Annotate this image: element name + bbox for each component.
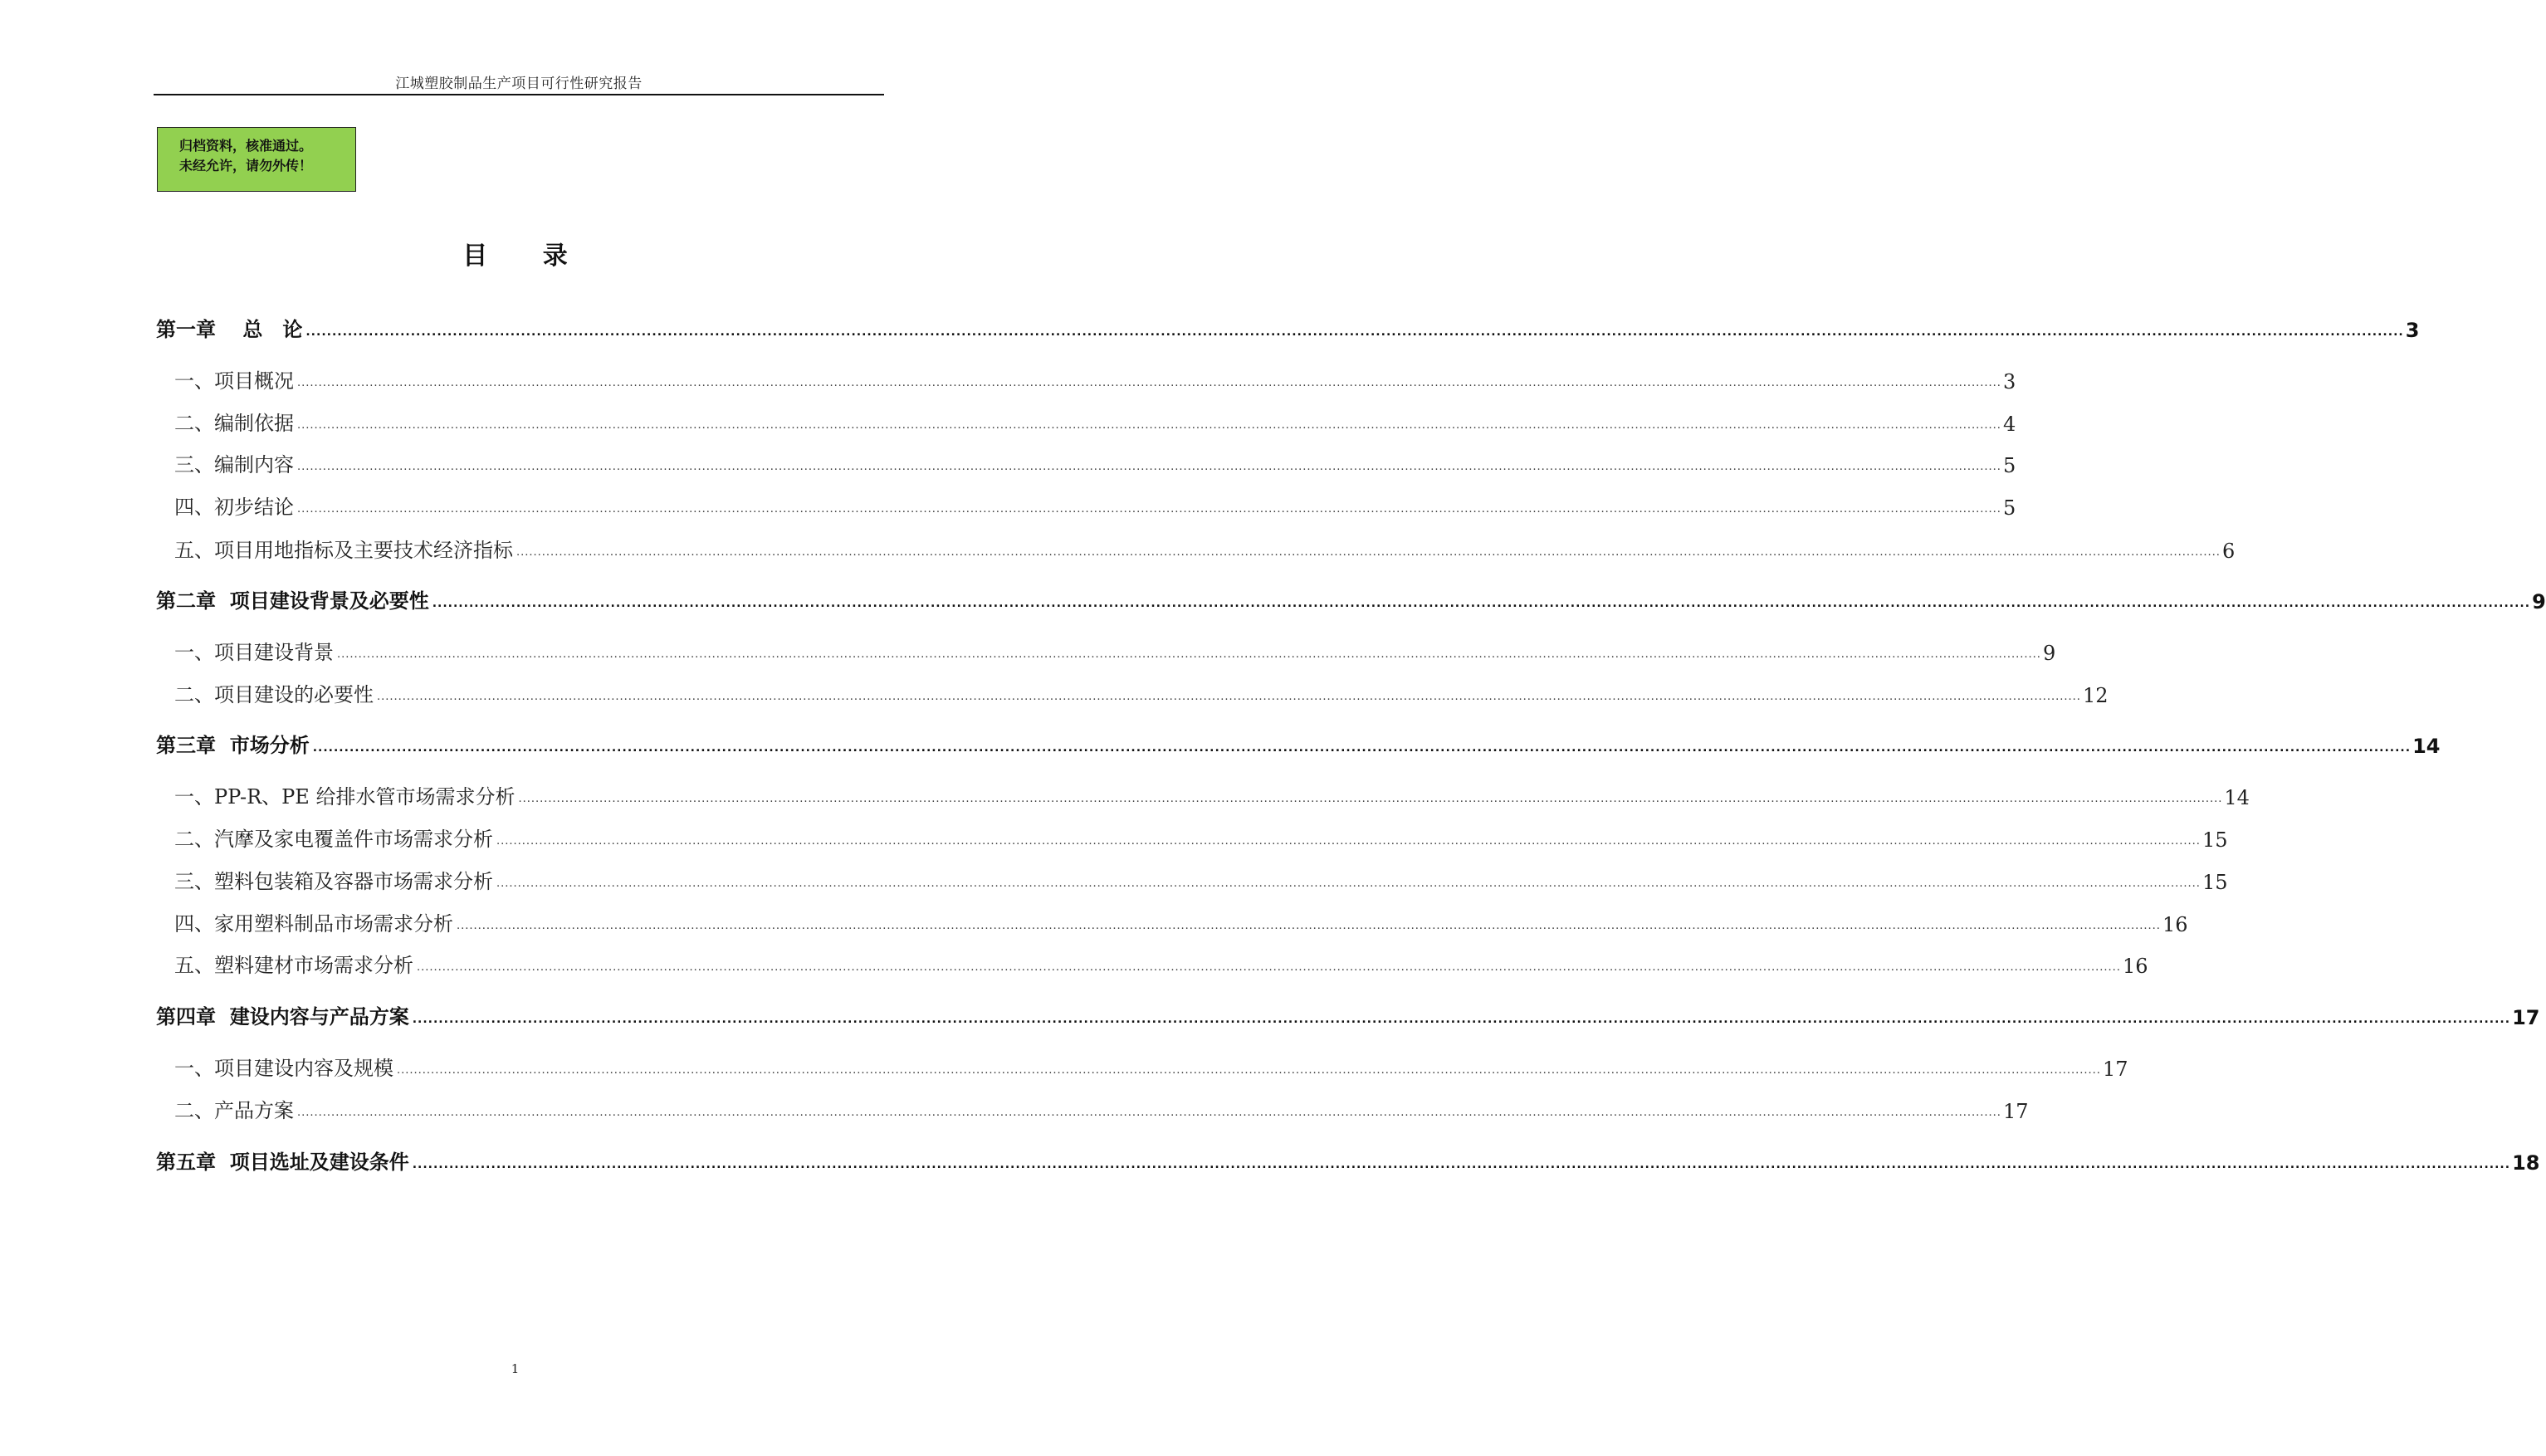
toc-entry[interactable] xyxy=(156,1095,2029,1123)
dot-leader: ................................................................................................................................................................................................................................................................................................................................................................................................................ xyxy=(297,1107,2001,1119)
toc-entry-label: 第四章 建设内容与产品方案 xyxy=(156,1005,409,1028)
toc-entry-page: 12 xyxy=(2082,684,2109,707)
dot-leader: ................................................................................................................................................................................................................................................................................................................................................................................................................ xyxy=(397,1064,2101,1077)
dot-leader: ................................................................................................................................................................................................................................................................................................................................................................................................................ xyxy=(297,461,2001,473)
toc-entry-page: 14 xyxy=(2224,786,2250,809)
toc-entry[interactable] xyxy=(156,1053,2128,1081)
dot-leader: ................................................................................................................................................................................................................................................................................................................................................................................................................ xyxy=(337,648,2041,661)
toc-entry[interactable] xyxy=(156,1001,2540,1029)
toc-entry[interactable] xyxy=(156,823,2228,852)
dot-leader: ................................................................................................................................................................................................................................................................................................................................................................................................................ xyxy=(305,325,2404,339)
toc-entry[interactable] xyxy=(156,314,2420,342)
dot-leader: ................................................................................................................................................................................................................................................................................................................................................................................................................ xyxy=(457,920,2161,932)
toc-entry-label: 一、项目建设背景 xyxy=(174,641,334,664)
toc-entry[interactable] xyxy=(156,449,2016,477)
toc-entry[interactable] xyxy=(156,730,2441,758)
dot-leader: ................................................................................................................................................................................................................................................................................................................................................................................................................ xyxy=(297,419,2001,432)
toc-title: 目 录 xyxy=(462,242,591,271)
toc-entry-page: 16 xyxy=(2122,955,2148,978)
dot-leader: ................................................................................................................................................................................................................................................................................................................................................................................................................ xyxy=(518,793,2223,805)
toc-entry-page: 6 xyxy=(2221,540,2236,563)
toc-entry[interactable] xyxy=(156,679,2109,707)
toc-entry-page: 4 xyxy=(2002,413,2016,436)
dot-leader: ................................................................................................................................................................................................................................................................................................................................................................................................................ xyxy=(377,691,2081,703)
toc-entry-page: 15 xyxy=(2201,828,2228,852)
toc-entry-page: 17 xyxy=(2102,1058,2128,1081)
toc-entry-label: 五、塑料建材市场需求分析 xyxy=(174,954,413,977)
dot-leader: ................................................................................................................................................................................................................................................................................................................................................................................................................ xyxy=(417,961,2121,974)
toc-entry-label: 二、产品方案 xyxy=(174,1099,294,1122)
dot-leader: ................................................................................................................................................................................................................................................................................................................................................................................................................ xyxy=(516,546,2221,559)
toc-entry-page: 18 xyxy=(2512,1151,2540,1175)
toc-entry[interactable] xyxy=(156,637,2056,665)
dot-leader: ................................................................................................................................................................................................................................................................................................................................................................................................................ xyxy=(297,377,2001,389)
dot-leader: ................................................................................................................................................................................................................................................................................................................................................................................................................ xyxy=(412,1158,2511,1171)
dot-leader: ................................................................................................................................................................................................................................................................................................................................................................................................................ xyxy=(432,597,2531,610)
running-header: 江城塑胶制品生产项目可行性研究报告 xyxy=(395,76,643,92)
toc-entry-page: 17 xyxy=(2512,1006,2540,1029)
toc-entry-label: 二、汽摩及家电覆盖件市场需求分析 xyxy=(174,828,493,851)
dot-leader: ................................................................................................................................................................................................................................................................................................................................................................................................................ xyxy=(496,835,2201,848)
toc-entry-label: 第一章 总 论 xyxy=(156,318,303,341)
archive-stamp xyxy=(157,127,356,192)
toc-entry-label: 一、项目建设内容及规模 xyxy=(174,1057,393,1080)
toc-entry[interactable] xyxy=(156,781,2250,809)
toc-entry-page: 5 xyxy=(2002,454,2016,477)
toc-entry[interactable] xyxy=(156,908,2188,936)
toc-entry[interactable] xyxy=(156,491,2016,520)
toc-entry-page: 15 xyxy=(2201,871,2228,894)
toc-entry-page: 14 xyxy=(2412,735,2441,758)
toc-entry-label: 四、家用塑料制品市场需求分析 xyxy=(174,912,453,936)
toc-entry-label: 三、塑料包装箱及容器市场需求分析 xyxy=(174,870,493,893)
dot-leader: ................................................................................................................................................................................................................................................................................................................................................................................................................ xyxy=(297,503,2001,515)
toc-entry-page: 17 xyxy=(2002,1100,2029,1123)
toc-entry[interactable] xyxy=(156,585,2546,613)
toc-entry-label: 第三章 市场分析 xyxy=(156,734,310,757)
toc-entry-label: 二、项目建设的必要性 xyxy=(174,683,374,706)
toc-entry-label: 一、项目概况 xyxy=(174,369,294,393)
stamp-line-2: 未经允许，请勿外传！ xyxy=(179,158,313,173)
toc-entry-label: 三、编制内容 xyxy=(174,453,294,476)
toc-entry-label: 一、PP-R、PE 给排水管市场需求分析 xyxy=(174,785,516,809)
toc-entry-label: 第二章 项目建设背景及必要性 xyxy=(156,589,429,613)
toc-entry[interactable] xyxy=(156,1146,2540,1175)
toc-entry-page: 5 xyxy=(2002,496,2016,520)
toc-entry[interactable] xyxy=(156,535,2236,563)
toc-entry[interactable] xyxy=(156,866,2228,894)
toc-entry-page: 3 xyxy=(2405,319,2420,342)
toc-entry-page: 9 xyxy=(2532,590,2546,613)
toc-entry-page: 16 xyxy=(2162,913,2188,936)
toc-entry[interactable] xyxy=(156,950,2148,978)
toc-entry-page: 9 xyxy=(2042,642,2056,665)
toc-entry-label: 二、编制依据 xyxy=(174,412,294,435)
toc-entry[interactable] xyxy=(156,408,2016,436)
page-number: 1 xyxy=(511,1361,520,1376)
stamp-line-1: 归档资料，核准通过。 xyxy=(179,138,313,154)
toc-entry-label: 四、初步结论 xyxy=(174,496,294,519)
toc-entry[interactable] xyxy=(156,365,2016,393)
header-rule xyxy=(154,94,884,95)
toc-entry-label: 第五章 项目选址及建设条件 xyxy=(156,1151,409,1174)
dot-leader: ................................................................................................................................................................................................................................................................................................................................................................................................................ xyxy=(412,1013,2511,1026)
dot-leader: ................................................................................................................................................................................................................................................................................................................................................................................................................ xyxy=(312,741,2412,755)
toc-entry-page: 3 xyxy=(2002,370,2016,393)
dot-leader: ................................................................................................................................................................................................................................................................................................................................................................................................................ xyxy=(496,877,2201,890)
toc-entry-label: 五、项目用地指标及主要技术经济指标 xyxy=(174,539,513,562)
